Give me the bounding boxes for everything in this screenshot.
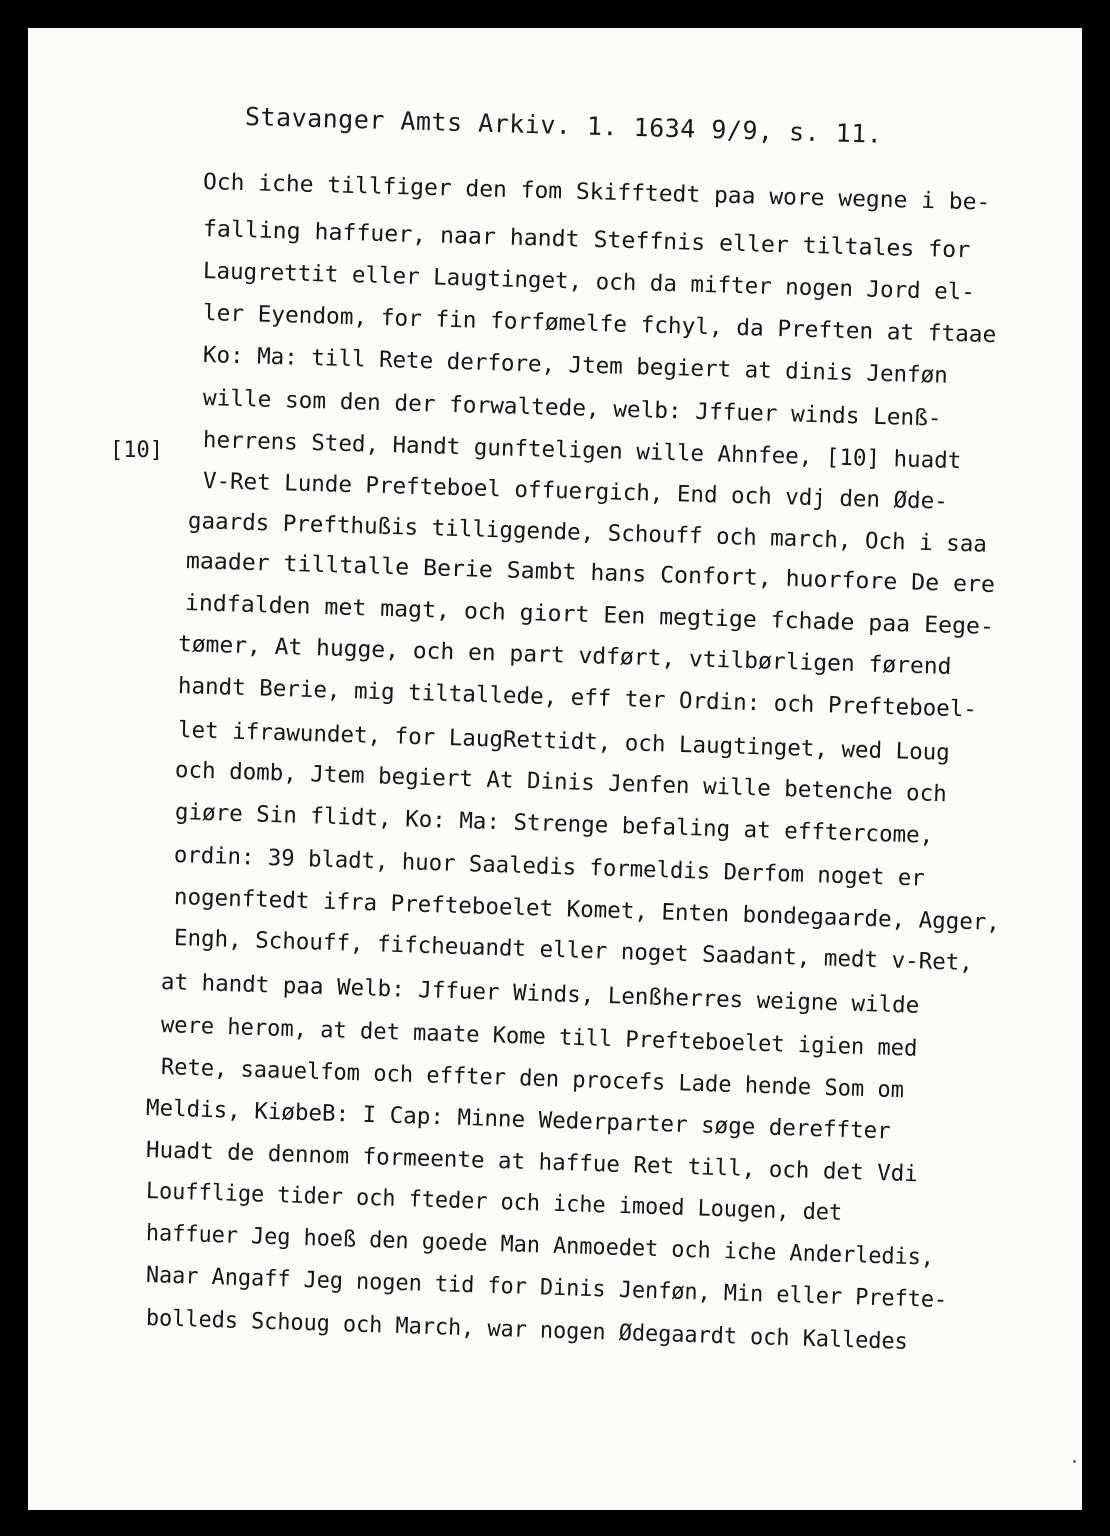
text-line: maader tilltalle Berie Sambt hans Confort, huorfore De ere bbox=[185, 548, 996, 599]
text-line: herrens Sted, Handt gunfteligen wille Ahnfee, [10] huadt bbox=[202, 427, 962, 475]
text-line: at handt paa Welb: Jffuer Winds, Lenßherres weigne wilde bbox=[160, 969, 920, 1019]
text-line: giøre Sin flidt, Ko: Ma: Strenge befaling at efftercome, bbox=[174, 799, 934, 849]
text-line: Och iche tillfiger den fom Skifftedt paa wore wegne i be- bbox=[202, 169, 991, 216]
text-line: nogenftedt ifra Prefteboelet Komet, Enten bondegaarde, Agger, bbox=[173, 884, 1001, 936]
text-line: haffuer Jeg hoeß den goede Man Anmoedet och iche Anderledis, bbox=[145, 1220, 935, 1271]
text-line: falling haffuer, naar handt Steffnis eller tiltales for bbox=[202, 216, 971, 264]
text-line: V-Ret Lunde Prefteboel offuergich, End och vdj den Øde- bbox=[202, 468, 949, 515]
text-line: ordin: 39 bladt, huor Saaledis formeldis Derfom noget er bbox=[173, 842, 926, 892]
document-page bbox=[28, 28, 1082, 1510]
text-line: tømer, At hugge, och en part vdført, vtilbørligen førend bbox=[177, 631, 952, 680]
text-line: Ko: Ma: till Rete derfore, Jtem begiert at dinis Jenføn bbox=[202, 342, 949, 389]
text-line: Meldis, KiøbeB: I Cap: Minne Wederparter søge dereffter bbox=[145, 1095, 892, 1145]
text-line: Laugrettit eller Laugtinget, och da mifter nogen Jord el- bbox=[202, 258, 976, 306]
scan-speck bbox=[1073, 1460, 1076, 1463]
text-line: handt Berie, mig tiltallede, eff ter Ordin: och Prefteboel- bbox=[177, 673, 978, 723]
text-line: let ifrawundet, for LaugRettidt, och Laugtinget, wed Loug bbox=[177, 717, 951, 766]
text-line: Naar Angaff Jeg nogen tid for Dinis Jenføn, Min eller Prefte- bbox=[145, 1262, 948, 1314]
archive-reference-header: Stavanger Amts Arkiv. 1. 1634 9/9, s. 11. bbox=[244, 102, 883, 149]
text-line: Huadt de dennom formeente at haffue Ret till, och det Vdi bbox=[145, 1137, 919, 1188]
text-line: bolleds Schoug och March, war nogen Ødegaardt och Kalledes bbox=[145, 1305, 909, 1355]
text-line: Loufflige tider och fteder och iche imoed Lougen, det bbox=[145, 1178, 843, 1226]
text-line: indfalden met magt, och giort Een megtige fchade paa Eege- bbox=[184, 590, 995, 641]
text-line: wille som den der forwaltede, welb: Jffuer winds Lenß- bbox=[202, 385, 942, 432]
text-line: were herom, at det maate Kome till Prefteboelet igien med bbox=[160, 1012, 918, 1062]
text-line: gaards Prefthußis tilliggende, Schouff och march, Och i saa bbox=[187, 508, 988, 558]
page-number-margin-note: [10] bbox=[110, 438, 163, 463]
text-line: Rete, saauelfom och effter den procefs Lade hende Som om bbox=[160, 1054, 905, 1104]
text-line: och domb, Jtem begiert At Dinis Jenfen wille betenche och bbox=[174, 757, 948, 808]
text-line: ler Eyendom, for fin forfømelfe fchyl, da Preften at ftaae bbox=[202, 300, 997, 349]
text-line: Engh, Schouff, fifcheuandt eller noget Saadant, medt v-Ret, bbox=[173, 925, 974, 977]
